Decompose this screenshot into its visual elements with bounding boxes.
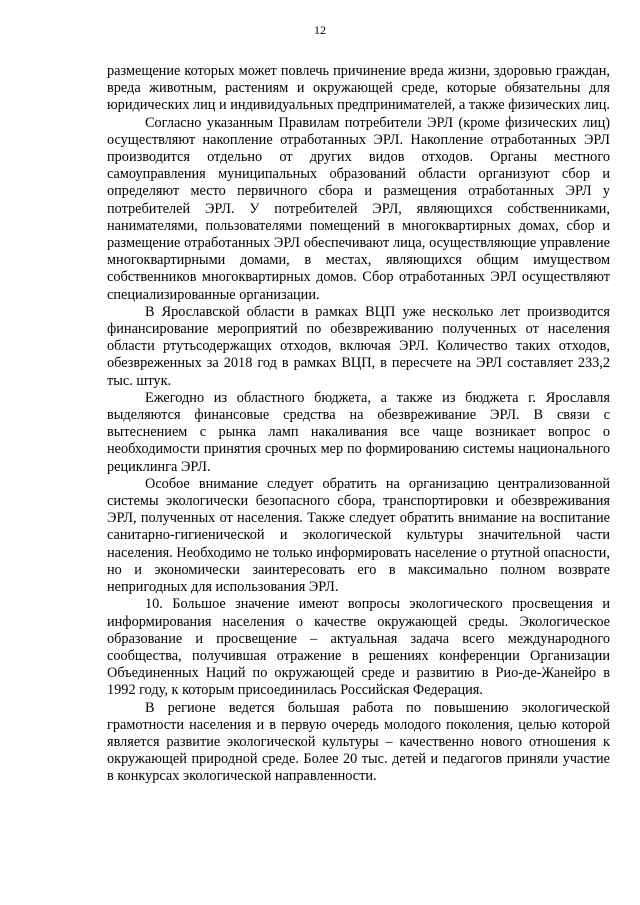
paragraph-continuation: размещение которых может повлечь причинение вреда жизни, здоровью граждан, вреда животным, растениям и окружающей среде, которые обязательны для юридических лиц и индивидуальных предпринимателей, а также физических лиц.: [107, 63, 610, 114]
page-number: 12: [314, 23, 326, 37]
document-body: [107, 63, 610, 786]
paragraph-ecological-education: 10. Большое значение имеют вопросы экологического просвещения и информирования населения о качестве окружающей среды. Экологическое образование и просвещение – актуальная задача всего международного сообщества, получившая отражение в решениях конференции Организации Объединенных Наций по окружающей среде и развитию в Рио-де-Жанейро в 1992 году, к которым присоединилась Российская Федерация.: [107, 596, 610, 699]
paragraph-centralized-system: Особое внимание следует обратить на организацию централизованной системы экологически безопасного сбора, транспортировки и обезвреживания ЭРЛ, полученных от населения. Также следует обратить внимание на воспитание санитарно-гигиенической и экологической культуры значительной части населения. Необходимо не только информировать население о ртутной опасности, но и экономически заинтересовать его в максимально полном возврате непригодных для использования ЭРЛ.: [107, 475, 610, 596]
paragraph-erl-rules: Согласно указанным Правилам потребители ЭРЛ (кроме физических лиц) осуществляют накопление отработанных ЭРЛ. Накопление отработанных ЭРЛ производится отдельно от других видов отходов. Органы местного самоуправления муниципальных образований области организуют сбор и определяют место первичного сбора и размещения отработанных ЭРЛ у потребителей ЭРЛ. У потребителей ЭРЛ, являющихся собственниками, нанимателями, пользователями помещений в многоквартирных домах, сбор и размещение отработанных ЭРЛ обеспечивают лица, осуществляющие управление многоквартирными домами, в местах, являющихся общим имуществом собственников многоквартирных домов. Сбор отработанных ЭРЛ осуществляют специализированные организации.: [107, 114, 610, 303]
paragraph-vcp-financing: В Ярославской области в рамках ВЦП уже несколько лет производится финансирование мероприятий по обезвреживанию полученных от населения области ртутьсодержащих отходов, включая ЭРЛ. Количество таких отходов, обезвреженных за 2018 год в рамках ВЦП, в пересчете на ЭРЛ составляет 233,2 тыс. штук.: [107, 303, 610, 389]
paragraph-regional-work: В регионе ведется большая работа по повышению экологической грамотности населения и в первую очередь молодого поколения, целью которой является развитие экологической культуры – качественно нового отношения к окружающей природной среде. Более 20 тыс. детей и педагогов приняли участие в конкурсах экологической направленности.: [107, 699, 610, 785]
paragraph-budget: Ежегодно из областного бюджета, а также из бюджета г. Ярославля выделяются финансовые средства на обезвреживание ЭРЛ. В связи с вытеснением с рынка ламп накаливания все чаще возникает вопрос о необходимости принятия срочных мер по формированию системы национального рециклинга ЭРЛ.: [107, 389, 610, 475]
